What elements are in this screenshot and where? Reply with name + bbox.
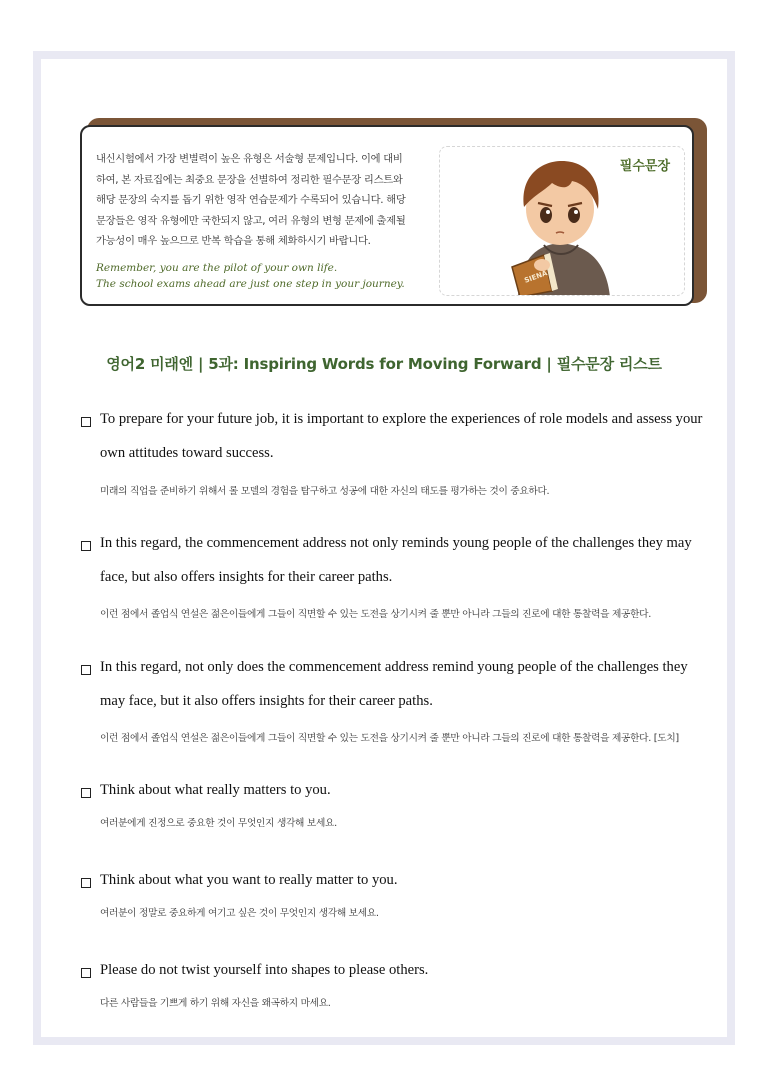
english-sentence: In this regard, the commencement address not only reminds young people of the challenges they may face, but also offers insights for their career paths. <box>100 535 692 585</box>
intro-line: 해당 문장의 숙지를 돕기 위한 영작 연습문제가 수록되어 있습니다. 해당 <box>96 194 406 206</box>
intro-card <box>80 125 694 306</box>
korean-translation: 이런 점에서 졸업식 연설은 젊은이들에게 그들이 직면할 수 있는 도전을 상기시켜 줄 뿐만 아니라 그들의 진로에 대한 통찰력을 제공한다. <box>100 609 652 620</box>
intro-line: 하여, 본 자료집에는 최중요 문장을 선별하여 정리한 필수문장 리스트와 <box>96 173 403 186</box>
english-sentence: Please do not twist yourself into shapes to please others. <box>100 962 429 978</box>
english-sentence: Think about what you want to really matter to you. <box>100 872 398 888</box>
page-frame <box>33 51 735 1045</box>
checkbox[interactable] <box>81 968 91 978</box>
book-label: SIENA <box>523 269 549 285</box>
korean-translation: 여러분에게 진정으로 중요한 것이 무엇인지 생각해 보세요. <box>100 818 337 829</box>
checkbox[interactable] <box>81 541 91 551</box>
intro-line: 가능성이 매우 높으므로 반복 학습을 통해 체화하시기 바랍니다. <box>96 235 371 247</box>
intro-line: 내신시험에서 가장 변별력이 높은 유형은 서술형 문제입니다. 이에 대비 <box>96 153 403 165</box>
motivational-quote <box>96 260 426 292</box>
page-title: 영어2 미래엔 | 5과: Inspiring Words for Moving Forward | 필수문장 리스트 <box>106 355 662 373</box>
quote-line: Remember, you are the pilot of your own life. <box>96 262 338 274</box>
korean-translation: 다른 사람들을 기쁘게 하기 위해 자신을 왜곡하지 마세요. <box>100 998 331 1009</box>
korean-translation: 미래의 직업을 준비하기 위해서 롤 모델의 경험을 탐구하고 성공에 대한 자신의 태도를 평가하는 것이 중요하다. <box>100 486 550 497</box>
character-illustration <box>439 146 685 296</box>
checkbox[interactable] <box>81 878 91 888</box>
english-sentence: In this regard, not only does the commencement address remind young people of the challenges they may face, but it also offers insights for their career paths. <box>100 659 688 709</box>
checkbox[interactable] <box>81 417 91 427</box>
english-sentence: To prepare for your future job, it is important to explore the experiences of role models and assess your own attitudes toward success. <box>100 411 703 461</box>
must-sentence-badge: 필수문장 <box>619 159 670 174</box>
intro-text <box>96 149 426 252</box>
intro-line: 문장들은 영작 유형에만 국한되지 않고, 여러 유형의 변형 문제에 출제될 <box>96 214 406 227</box>
quote-line: The school exams ahead are just one step in your journey. <box>96 278 405 290</box>
korean-translation: 여러분이 정말로 중요하게 여기고 싶은 것이 무엇인지 생각해 보세요. <box>100 908 379 919</box>
korean-translation: 이런 점에서 졸업식 연설은 젊은이들에게 그들이 직면할 수 있는 도전을 상기시켜 줄 뿐만 아니라 그들의 진로에 대한 통찰력을 제공한다. [도치] <box>100 733 679 744</box>
document-page <box>41 59 727 1037</box>
checkbox[interactable] <box>81 788 91 798</box>
checkbox[interactable] <box>81 665 91 675</box>
english-sentence: Think about what really matters to you. <box>100 782 331 798</box>
